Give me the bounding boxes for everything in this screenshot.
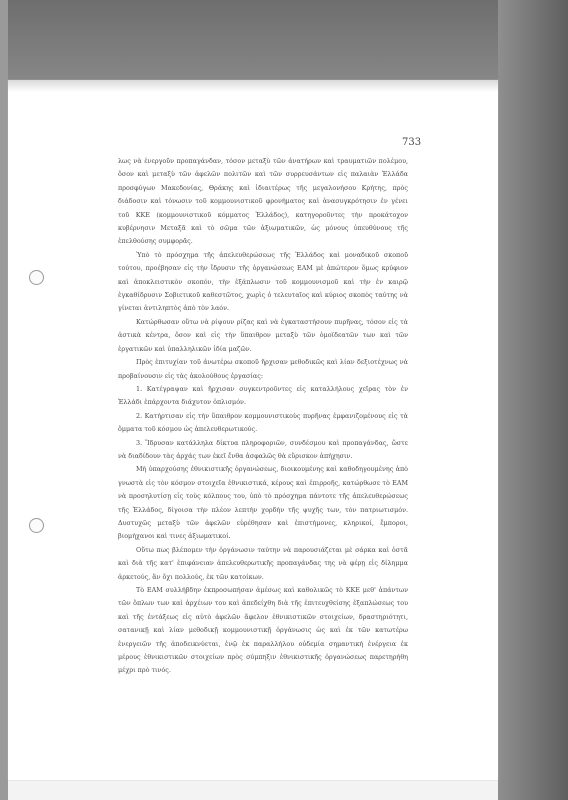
punch-hole-bottom (29, 518, 44, 533)
list-item: 1. Κατέγραψαν καὶ ἤρχισαν συγκεντροῦντες εἰς καταλλήλους χεῖρας τὸν ἐν Ἑλλάδι ἐπάρχοντα διάχυτον ὁπλισμόν. (118, 384, 408, 407)
paragraph: Ὑπὸ τὸ πρόσχημα τῆς ἀπελευθερώσεως τῆς Ἑλλάδος καὶ μοναδικοῦ σκοποῦ τούτου, προέβησαν εἰς τὴν ἵδρυσιν τῆς ὀργανώσεως ΕΑΜ μὲ ἀπώτερον ὅμως κρύφιον καὶ ἀποκλειστικὸν σκοπόν, τὴν ἐξάπλωσιν τοῦ κομμουνισμοῦ καὶ τὴν ἐν καιρῷ ἐγκαθίδρυσιν Σοβιετικοῦ καθεστῶτος, χωρὶς ὁ τελευταῖος καὶ κύριος σκοπὸς ταύτης νὰ γίνεται ἀντιληπτὸς ἀπὸ τὸν λαόν. (118, 250, 408, 313)
paragraph: Μὴ ὑπαρχούσης ἐθνικιστικῆς ὀργανώσεως, διοικουμένης καὶ καθοδηγουμένης ἀπὸ γνωστὰ εἰς τὸν κόσμον στοιχεῖα ἐθνικιστικά, κέρους καὶ ἐπιρροῆς, κατώρθωσε τὸ ΕΑΜ νὰ προσηλυτίσῃ εἰς τοὺς κόλπους του, ὑπὸ τὸ πρόσχημα πάντοτε τῆς ἀπελευθερώσεως τῆς Ἑλλάδος, δίγοισα τὴν πλέον λεπτὴν χορδὴν τῆς ψυχῆς των, τὸν πατριωτισμόν. Δυστυχῶς μεταξὺ τῶν ἀφελῶν εὑρέθησαν καὶ ἐπιστήμονες, κληρικοί, ἔμποροι, βιομήχανοι καὶ τινες ἀξιωματικοί. (118, 465, 408, 541)
list-item: 3. Ἵδρυσαν κατάλληλα δίκτυα πληροφοριῶν, συνδέσμου καὶ προπαγάνδας, ὥστε νὰ διαδίδουν τὰς ἀρχάς των ἐκεῖ ἔνθα ἀσφαλῶς θὰ εὕρισκον ἀπήχησιν. (118, 438, 408, 460)
paragraph: Πρὸς ἐπιτυχίαν τοῦ ἀνωτέρω σκοποῦ ἤρχισαν μεθοδικῶς καὶ λίαν δεξιοτέχνως νὰ προβαίνουσιν εἰς τὰς ἀκολούθους ἐργασίας: (118, 358, 408, 380)
scan-dark-margin-top (0, 0, 568, 92)
scan-dark-margin-right (498, 0, 568, 800)
document-body (118, 155, 408, 678)
paragraph: Τὸ ΕΑΜ συλλήβδην ἐκπροσωπήσαν ἀμέσως καὶ καθολικῶς τὸ ΚΚΕ μεθ' ἁπάντων τῶν ὅπλων των καὶ ἀρχέιων του καὶ ἀπεδείχθη διὰ τῆς ἐπιτευχθείσης ἐξαπλώσεως του καὶ τῆς ἐντάξεως εἰς αὐτὸ ἀφελῶν ἄφελον ἐθνικιστικῶν στοιχείων, δραστηριότητι, σατανικῇ καὶ λίαν μεθοδικῇ κομμουνιστικῇ ὀργάνωσις ὡς καὶ ἐκ τῶν κατωτέρω ἐνεργειῶν τῆς ἀποδεικνύεται, ἐνῷ ἐκ παραλλήλου οὐδεμία σημαντικὴ ἐνέργεια ἐκ μέρους ἐθνικιστικῶν στοιχείων πρὸς σύμπηξιν ἐθνικιστικῆς ὀργανώσεως παρετηρήθη μέχρι πρὸ τινός. (118, 586, 408, 675)
paragraph: Κατώρθωσαν οὕτω νὰ ρίψουν ρίζας καὶ νὰ ἐγκαταστήσουν πυρῆνας, τόσον εἰς τὰ ἀστικὰ κέντρα, ὅσον καὶ εἰς τὴν ὕπαιθρον μεταξὺ τῶν ὁμοϊδεατῶν των καὶ τῶν ἐργατικῶν καὶ ὑπαλληλικῶν ἰδία μαζῶν. (118, 317, 408, 353)
paragraph: λως νὰ ἐνεργοῦν προπαγάνδαν, τόσον μεταξὺ τῶν ἀνατήρων καὶ τραυματιῶν πολέμου, ὅσον καὶ μεταξὺ τῶν ἀφελῶν πολιτῶν καὶ τῶν συρρευσάντων εἰς παλαιὰν Ἑλλάδα προσφύγων Μακεδονίας, Θράκης καὶ ἰδιαιτέρως τῆς μεγαλονήσου Κρήτης, πρὸς διάδοσιν καὶ τόνωσιν τοῦ κομμουνιστικοῦ φρονήματος καὶ ἀνασυγκρότησιν ἐν γένει τοῦ ΚΚΕ (κομμουνιστικοῦ κόμματος Ἑλλάδος), κατηγοροῦντες τὴν προκάτοχον κυβέρνησιν Μεταξᾶ καὶ τὸ σῶμα τῶν ἀξιωματικῶν, ὡς μόνους ὑπευθύνους τῆς ἐπελθούσης συμφορᾶς. (118, 157, 408, 246)
scan-dark-margin-left (0, 0, 8, 800)
paragraph: Οὕτω πως βλέπομεν τὴν ὀργάνωσιν ταύτην νὰ παρουσιάζεται μὲ σάρκα καὶ ὀστᾶ καὶ διὰ τῆς κατ' ἐπιφάνειαν ἀπελευθερωτικῆς προπαγάνδας της νὰ φέρῃ εἰς δίλημμα ἀρκετούς, ἂν ὄχι πολλούς, ἐκ τῶν κατοίκων. (118, 545, 408, 581)
page-number: 733 (402, 137, 422, 148)
page-edge-shadow (8, 80, 498, 92)
punch-hole-top (29, 270, 44, 285)
list-item: 2. Κατήρτισαν εἰς τὴν ὕπαιθρον κομμουνιστικοὺς πυρῆνας ἐμφανιζομένους εἰς τὰ ὄμματα τοῦ κόσμου ὡς ἀπελευθερωτικούς. (118, 411, 408, 434)
